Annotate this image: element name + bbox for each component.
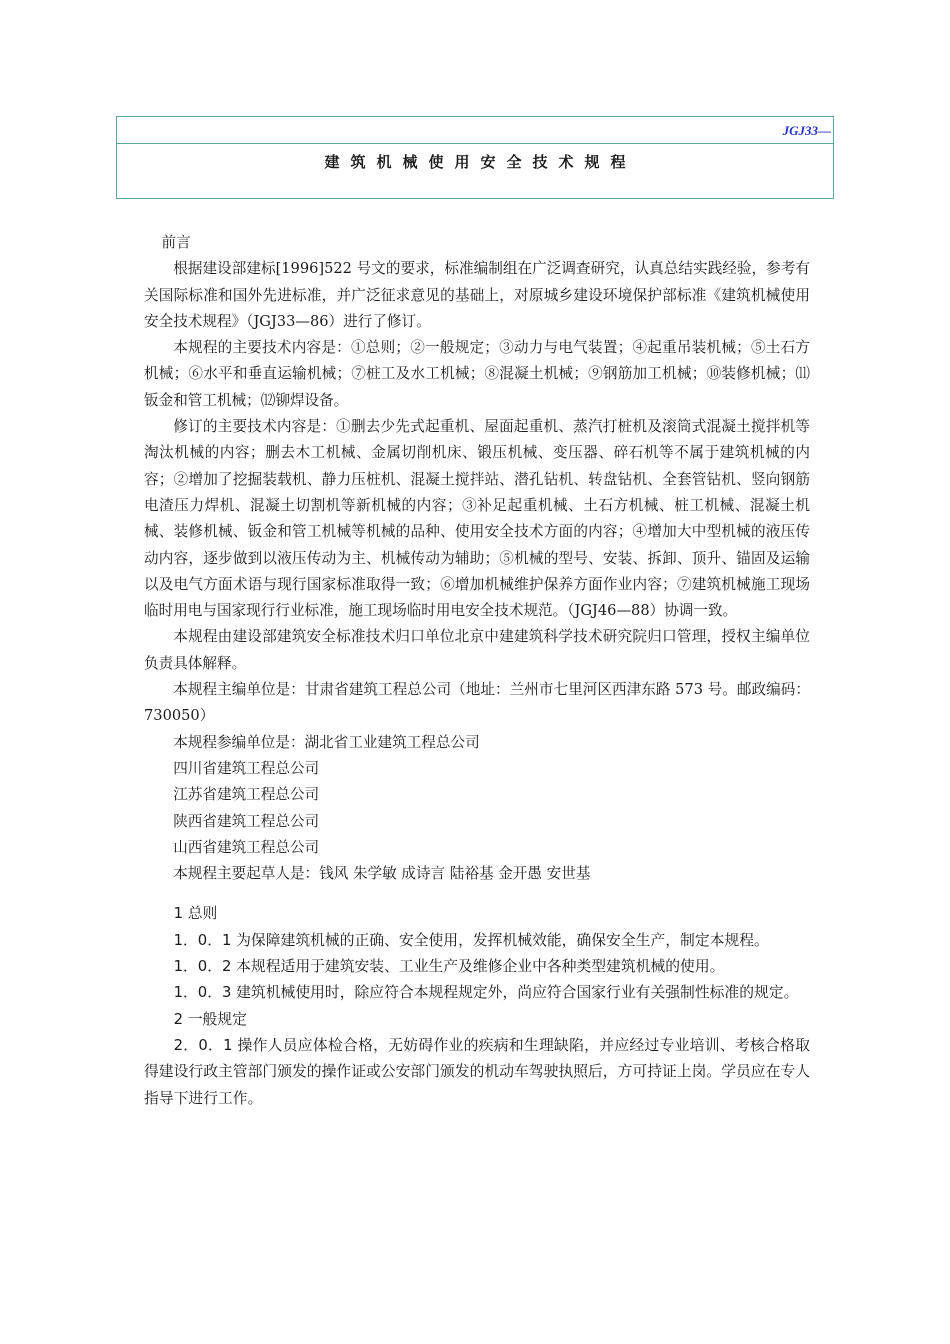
clause: 2．0．1 操作人员应体检合格，无妨碍作业的疾病和生理缺陷，并应经过专业培训、考核合格取得建设行政主管部门颁发的操作证或公安部门颁发的机动车驾驶执照后，方可持证上岗。学员应在专人指导下进行工作。 — [144, 1036, 810, 1107]
participating-unit: 山西省建筑工程总公司 — [173, 838, 320, 856]
foreword-paragraph: 本规程由建设部建筑安全标准技术归口单位北京中建建筑科学技术研究院归口管理，授权主编单位负责具体解释。 — [144, 628, 810, 672]
header-code-row — [117, 117, 833, 144]
foreword-paragraph: 本规程的主要技术内容是：①总则；②一般规定；③动力与电气装置；④起重吊装机械；⑤土石方机械；⑥水平和垂直运输机械；⑦桩工及水工机械；⑧混凝土机械；⑨钢筋加工机械；⑩装修机械；⑾钣金和管工机械；⑿铆焊设备。 — [144, 339, 810, 409]
chapter-heading: 2 一般规定 — [173, 1010, 247, 1028]
clause: 1．0．1 为保障建筑机械的正确、安全使用，发挥机械效能，确保安全生产，制定本规程。 — [173, 931, 769, 949]
clause: 1．0．2 本规程适用于建筑安装、工业生产及维修企业中各种类型建筑机械的使用。 — [173, 958, 725, 976]
body-text — [144, 230, 810, 1112]
clause: 1．0．3 建筑机械使用时，除应符合本规程规定外，尚应符合国家行业有关强制性标准的规定。 — [173, 984, 799, 1002]
document-title: 建筑机械使用安全技术规程 — [324, 153, 637, 171]
section-gap — [144, 887, 810, 901]
participating-unit: 四川省建筑工程总公司 — [173, 759, 320, 777]
foreword-paragraph: 根据建设部建标[1996]522 号文的要求，标准编制组在广泛调查研究，认真总结实践经验，参考有关国际标准和国外先进标准，并广泛征求意见的基础上，对原城乡建设环境保护部标准《建筑机械使用安全技术规程》（JGJ33—86）进行了修订。 — [144, 260, 810, 330]
foreword-paragraph: 修订的主要技术内容是：①删去少先式起重机、屋面起重机、蒸汽打桩机及滚筒式混凝土搅拌机等淘汰机械的内容；删去木工机械、金属切削机床、锻压机械、变压器、碎石机等不属于建筑机械的内容；②增加了挖掘装载机、静力压桩机、混凝土搅拌站、潜孔钻机、转盘钻机、全套管钻机、竖向钢筋电渣压力焊机、混凝土切割机等新机械的内容；③补足起重机械、土石方机械、桩工机械、混凝土机械、装修机械、钣金和管工机械等机械的品种、使用安全技术方面的内容；④增加大中型机械的液压传动内容，逐步做到以液压传动为主、机械传动为辅助；⑤机械的型号、安装、拆卸、顶升、锚固及运输以及电气方面术语与现行国家标准取得一致；⑥增加机械维护保养方面作业内容；⑦建筑机械施工现场临时用电与国家现行行业标准，施工现场临时用电安全技术规范。（JGJ46—88）协调一致。 — [144, 418, 810, 620]
foreword-heading: 前言 — [161, 234, 191, 251]
header-box — [116, 116, 834, 199]
drafters-paragraph: 本规程主要起草人是：钱风 朱学敏 成诗言 陆裕基 金开愚 安世基 — [173, 865, 591, 883]
chapter-heading: 1 总则 — [173, 905, 218, 923]
participating-unit: 江苏省建筑工程总公司 — [173, 786, 320, 804]
chapters — [144, 901, 810, 1111]
participating-unit: 陕西省建筑工程总公司 — [173, 812, 320, 830]
standard-code: JGJ33— — [782, 123, 831, 138]
foreword-paragraph: 本规程主编单位是：甘肃省建筑工程总公司（地址：兰州市七里河区西津东路 573 号。邮政编码：730050） — [144, 681, 810, 725]
foreword-paragraph: 本规程参编单位是：湖北省工业建筑工程总公司 — [173, 733, 480, 751]
